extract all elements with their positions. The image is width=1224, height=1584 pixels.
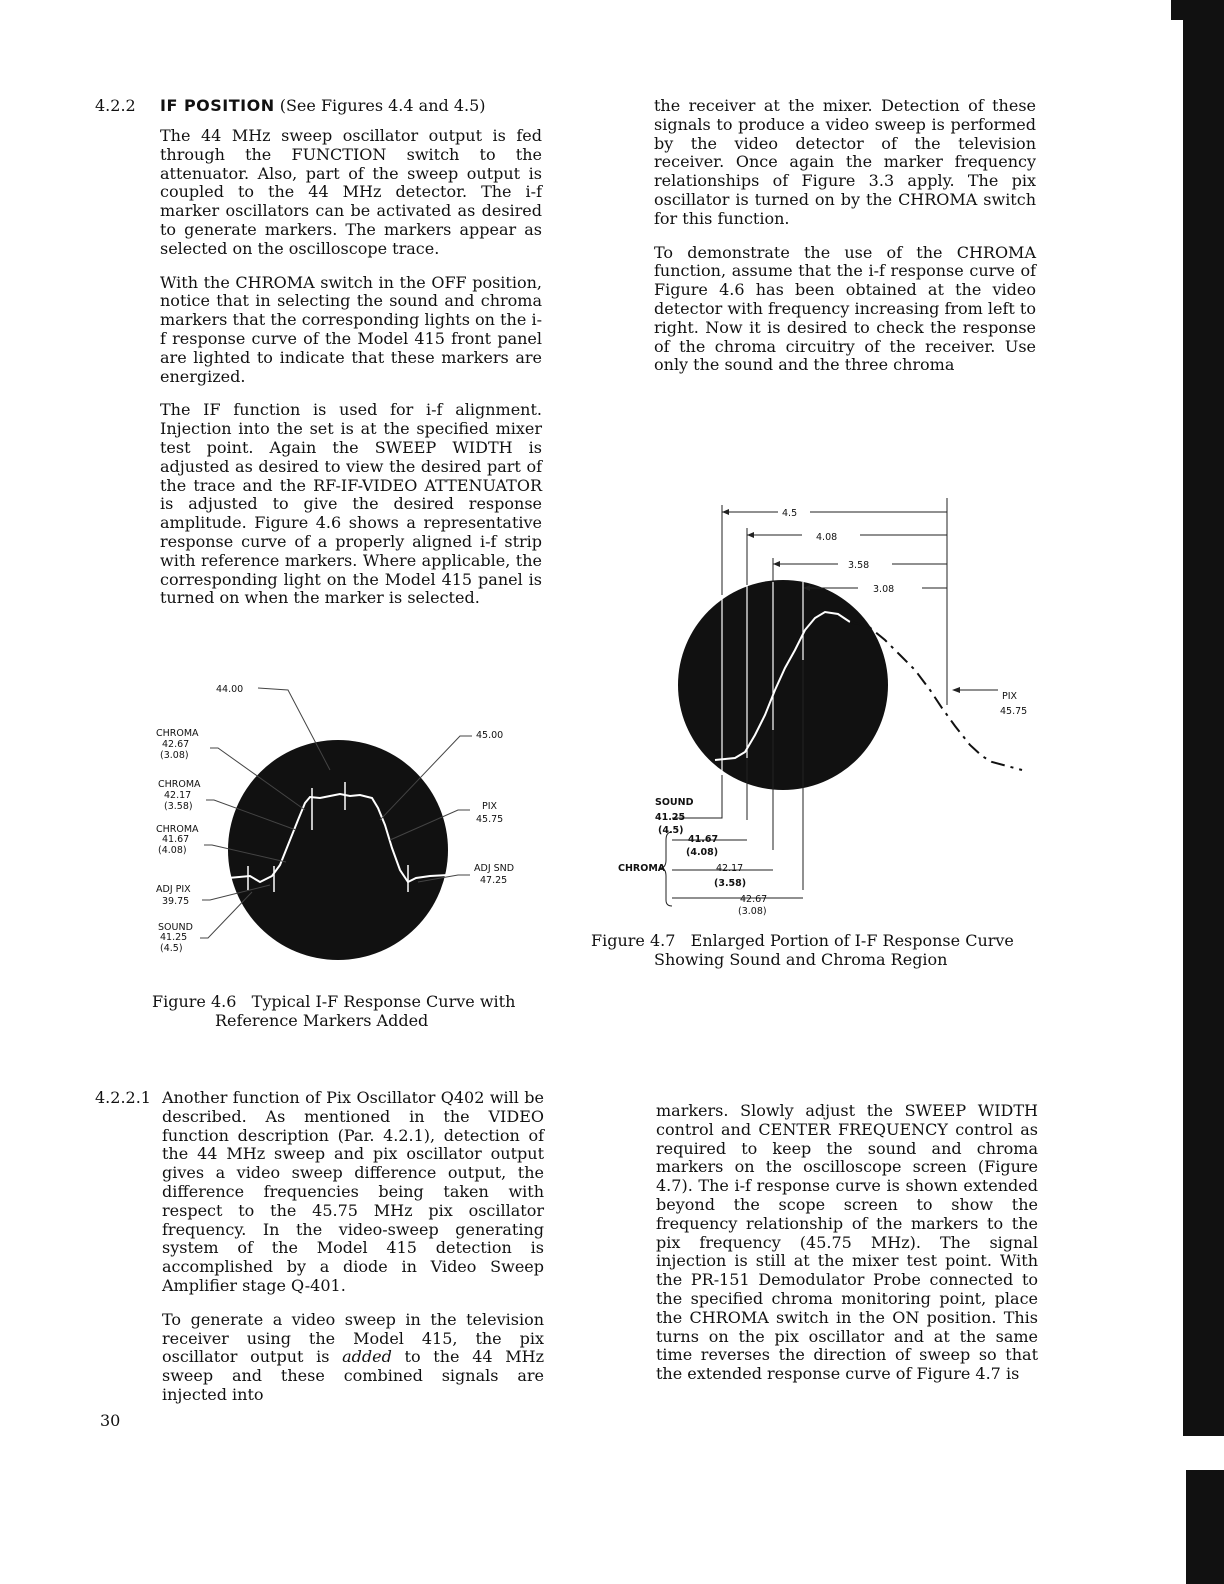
label-freq: 45.75 <box>1000 706 1028 717</box>
label-adj-snd: ADJ SND <box>474 863 515 874</box>
arrowhead <box>952 687 960 693</box>
paragraph: To demonstrate the use of the CHROMA function, assume that the i-f response curve of Figure 4.6 has been obtained at the video detector with frequency increasing from left to right. Now it is desired to check the response of the chroma circuitry of the receiver. Use only the sound and the three chroma <box>654 242 1036 375</box>
paragraph: With the CHROMA switch in the OFF position, notice that in selecting the sound and chroma markers that the corresponding lights on the i-f response curve of the Model 415 front panel are lighted to indicate that these markers are energized. <box>160 272 542 386</box>
paragraph <box>162 1311 544 1405</box>
figure-4-6-caption <box>152 992 552 1030</box>
label-diff: (3.58) <box>714 878 747 889</box>
label-sound: SOUND <box>655 797 694 808</box>
label-3-58: 3.58 <box>848 560 870 571</box>
label-3-08: 3.08 <box>873 584 895 595</box>
paragraph: Another function of Pix Oscillator Q402 will be described. As mentioned in the VIDEO function description (Par. 4.2.1), detection of the 44 MHz sweep and pix oscillator output gives a video sweep difference output, the difference frequencies being taken with respect to the 45.75 MHz pix oscillator frequency. In the video-sweep generating system of the Model 415 detection is accomplished by a diode in Video Sweep Amplifier stage Q-401. <box>162 1088 544 1295</box>
paragraph: markers. Slowly adjust the SWEEP WIDTH control and CENTER FREQUENCY control as required to keep the sound and chroma markers on the oscilloscope screen (Figure 4.7). The i-f response curve is shown extended beyond the scope screen to show the frequency relationship of the markers to the pix frequency (45.75 MHz). The signal injection is still at the mixer test point. With the PR-151 Demodulator Probe connected to the specified chroma monitoring point, place the CHROMA switch in the ON position. This turns on the pix oscillator and at the same time reverses the direction of sweep so that the extended response curve of Figure 4.7 is <box>656 1101 1038 1384</box>
label-44-00: 44.00 <box>216 684 244 695</box>
label-45-00: 45.00 <box>476 730 504 741</box>
scan-edge <box>1186 1470 1224 1584</box>
text-run: to the 44 MHz sweep and these combined signals are injected into <box>162 1347 545 1404</box>
label-diff: (4.5) <box>160 943 183 954</box>
label-adj-pix: ADJ PIX <box>156 884 191 895</box>
scope-screen <box>678 580 888 790</box>
figure-4-7-caption <box>591 931 1051 969</box>
caption-line: Figure 4.6 Typical I-F Response Curve with <box>152 992 516 1011</box>
section-title-suffix: (See Figures 4.4 and 4.5) <box>279 96 486 115</box>
figure-4-7 <box>610 490 1050 920</box>
scope-screen <box>228 740 448 960</box>
label-freq: 41.67 <box>162 834 190 845</box>
arrowhead <box>722 509 729 515</box>
caption-line: Figure 4.7 Enlarged Portion of I-F Response Curve <box>591 931 1014 950</box>
emphasis: added <box>342 1347 392 1367</box>
label-diff: (4.08) <box>686 847 719 858</box>
caption-line: Reference Markers Added <box>215 1011 429 1030</box>
section-title: IF POSITION <box>160 96 275 115</box>
scan-edge <box>1171 0 1185 20</box>
text-run: To generate a video sweep in the television receiver using the Model 415, the pix oscillator output is <box>162 1309 544 1367</box>
right-column-top-text <box>654 97 1036 375</box>
paragraph: The 44 MHz sweep oscillator output is fed through the FUNCTION switch to the attenuator. Also, part of the sweep output is coupled to the 44 MHz detector. The i-f marker oscillators can be activated as desired to generate markers. The markers appear as selected on the oscilloscope trace. <box>160 126 542 258</box>
figure-4-6 <box>140 670 540 990</box>
label-freq: 42.67 <box>740 894 768 905</box>
label-diff: (3.08) <box>738 906 767 917</box>
label-freq: 41.25 <box>655 812 686 823</box>
section-422-body <box>160 127 542 608</box>
label-freq: 45.75 <box>476 814 504 825</box>
label-diff: (4.08) <box>158 845 187 856</box>
label-freq: 41.67 <box>688 834 719 845</box>
label-chroma: CHROMA <box>156 824 199 835</box>
label-freq: 42.17 <box>716 863 744 874</box>
label-sound: SOUND <box>158 922 193 933</box>
label-diff: (3.58) <box>164 801 193 812</box>
label-chroma: CHROMA <box>156 728 199 739</box>
arrowhead <box>747 532 754 538</box>
label-chroma: CHROMA <box>158 779 201 790</box>
label-chroma: CHROMA <box>618 863 666 874</box>
page-number: 30 <box>100 1411 121 1430</box>
section-heading-422 <box>160 97 486 116</box>
label-freq: 39.75 <box>162 896 190 907</box>
label-pix: PIX <box>1002 691 1018 702</box>
section-number-4221: 4.2.2.1 <box>95 1088 151 1107</box>
label-diff: (3.08) <box>160 750 189 761</box>
label-4-08: 4.08 <box>816 532 838 543</box>
section-4221-body <box>162 1089 544 1405</box>
paragraph: The IF function is used for i-f alignment. Injection into the set is at the specified mixer test point. Again the SWEEP WIDTH is adjusted as desired to view the desired part of the trace and the RF-IF-VIDEO ATTENUATOR is adjusted to give the desired response amplitude. Figure 4.6 shows a representative response curve of a properly aligned i-f strip with reference markers. Where applicable, the corresponding light on the Model 415 panel is turned on when the marker is selected. <box>160 400 542 608</box>
label-freq: 41.25 <box>160 932 188 943</box>
scan-edge <box>1183 0 1224 1436</box>
paragraph: the receiver at the mixer. Detection of these signals to produce a video sweep is performed by the video detector of the television receiver. Once again the marker frequency relationships of Figure 3.3 apply. The pix oscillator is turned on by the CHROMA switch for this function. <box>654 96 1036 228</box>
label-diff: (4.5) <box>658 825 684 836</box>
label-freq: 47.25 <box>480 875 508 886</box>
label-4-5: 4.5 <box>782 508 798 519</box>
label-pix: PIX <box>482 801 498 812</box>
section-number-422: 4.2.2 <box>95 96 136 115</box>
label-freq: 42.67 <box>162 739 190 750</box>
right-column-bottom-text <box>656 1102 1038 1384</box>
caption-line: Showing Sound and Chroma Region <box>654 950 948 969</box>
arrowhead <box>773 561 780 567</box>
label-freq: 42.17 <box>164 790 192 801</box>
